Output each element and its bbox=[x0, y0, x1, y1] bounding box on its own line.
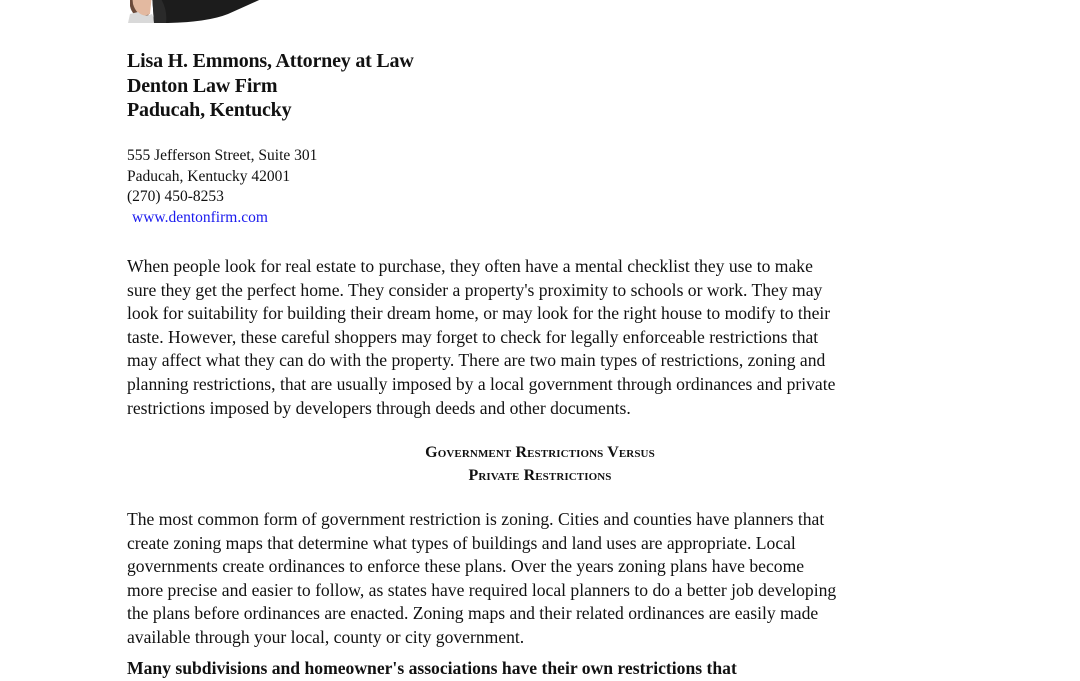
paragraph-line: When people look for real estate to purchase, they often have a mental checklist they use to make bbox=[127, 256, 813, 276]
paragraph-line: look for suitability for building their dream home, or may look for the right house to modify to their bbox=[127, 303, 831, 324]
paragraph-line: taste. However, these careful shoppers may forget to check for legally enforceable restrictions that bbox=[127, 326, 819, 347]
attorney-header bbox=[127, 49, 414, 123]
paragraph-line: the plans before ordinances are enacted. Zoning maps and their related ordinances are easily made bbox=[127, 603, 819, 624]
paragraph-line: Many subdivisions and homeowner's associations have their own restrictions that bbox=[127, 658, 737, 678]
paragraph-line: restrictions imposed by developers through deeds and other documents. bbox=[127, 397, 631, 418]
city-state-zip: Paducah, Kentucky 42001 bbox=[127, 167, 291, 185]
website-link[interactable]: www.dentonfirm.com bbox=[132, 208, 268, 226]
paragraph-line: create zoning maps that determine what types of buildings and land uses are appropriate. Local bbox=[127, 532, 796, 553]
section-heading-line-2: Private Restrictions bbox=[468, 467, 612, 484]
paragraph-line: available through your local, county or city government. bbox=[127, 626, 525, 647]
subdivision-paragraph bbox=[127, 657, 957, 681]
street-address: 555 Jefferson Street, Suite 301 bbox=[127, 147, 318, 164]
paragraph-line: The most common form of government restriction is zoning. Cities and counties have planners that bbox=[127, 509, 825, 529]
section-heading bbox=[127, 441, 953, 487]
contact-info bbox=[127, 146, 317, 228]
intro-paragraph bbox=[127, 255, 957, 420]
firm-name: Denton Law Firm bbox=[127, 74, 278, 97]
paragraph-line: governments create ordinances to enforce these plans. Over the years zoning plans have become bbox=[127, 556, 805, 577]
section-heading-line-1: Government Restrictions Versus bbox=[425, 444, 655, 461]
phone-number: (270) 450-8253 bbox=[127, 188, 224, 205]
paragraph-line: sure they get the perfect home. They consider a property's proximity to schools or work. They may bbox=[127, 279, 823, 300]
zoning-paragraph bbox=[127, 508, 957, 650]
firm-location: Paducah, Kentucky bbox=[127, 99, 292, 121]
paragraph-line: more precise and easier to follow, as states have required local planners to do a better job developing bbox=[127, 579, 837, 600]
paragraph-line: planning restrictions, that are usually imposed by a local government through ordinances and private bbox=[127, 373, 836, 394]
paragraph-line: may affect what they can do with the property. There are two main types of restrictions, zoning and bbox=[127, 350, 826, 371]
attorney-photo bbox=[128, 0, 268, 23]
attorney-name: Lisa H. Emmons, Attorney at Law bbox=[127, 50, 414, 72]
